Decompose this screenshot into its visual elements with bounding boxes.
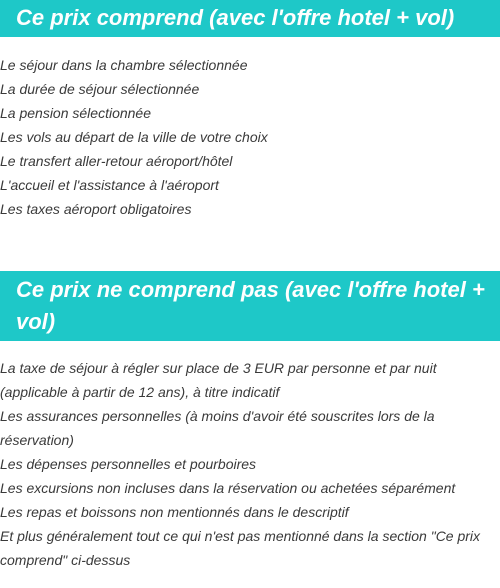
excluded-item: Et plus généralement tout ce qui n'est pas mentionné dans la section "Ce prix comprend" ci-dessus <box>0 528 481 568</box>
included-item: L'accueil et l'assistance à l'aéroport <box>0 177 219 193</box>
included-items-list <box>0 53 500 221</box>
included-item: Les taxes aéroport obligatoires <box>0 201 192 217</box>
included-item: Le transfert aller-retour aéroport/hôtel <box>0 153 233 169</box>
excluded-item: Les excursions non incluses dans la réservation ou achetées séparément <box>0 480 456 496</box>
included-item: Les vols au départ de la ville de votre choix <box>0 129 268 145</box>
included-item: La pension sélectionnée <box>0 105 152 121</box>
included-item: La durée de séjour sélectionnée <box>0 81 200 97</box>
excluded-item: La taxe de séjour à régler sur place de 3 EUR par personne et par nuit (applicable à partir de 12 ans), à titre indicatif <box>0 360 437 400</box>
excluded-section-title: Ce prix ne comprend pas (avec l'offre hotel + vol) <box>0 271 500 341</box>
excluded-items-list <box>0 356 500 572</box>
included-section-title: Ce prix comprend (avec l'offre hotel + vol) <box>0 0 500 37</box>
excluded-item: Les repas et boissons non mentionnés dans le descriptif <box>0 504 349 520</box>
excluded-item: Les assurances personnelles (à moins d'avoir été souscrites lors de la réservation) <box>0 408 435 448</box>
included-item: Le séjour dans la chambre sélectionnée <box>0 57 248 73</box>
excluded-item: Les dépenses personnelles et pourboires <box>0 456 257 472</box>
